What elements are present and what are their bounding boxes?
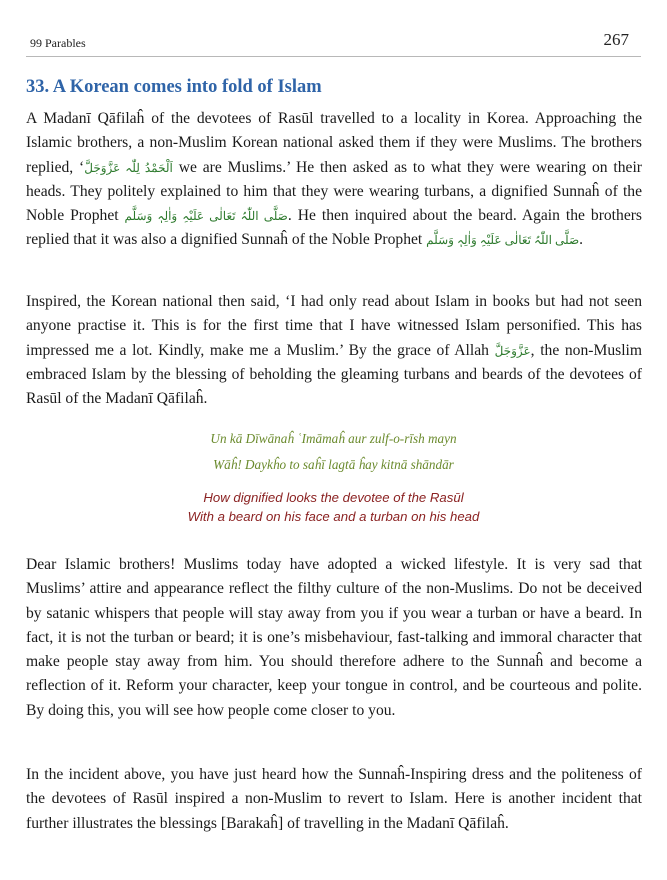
verse-translation-line: With a beard on his face and a turban on his head	[187, 509, 480, 524]
arabic-azza-wa-jal: عَزَّوَجَلَّ	[494, 343, 531, 358]
arabic-salutation: صَلَّی اللّٰہُ تَعَالٰی عَلَیْہِ وَاٰلِہٖ وَسَلَّم	[426, 233, 580, 248]
verse-translation	[0, 488, 667, 526]
verse-line: Wāĥ! Daykĥo to saĥī lagtā ĥay kitnā shāndār	[213, 457, 454, 472]
paragraph-text: .	[579, 231, 584, 249]
header-divider	[26, 56, 641, 57]
paragraph-text: A Madanī Qāfilaĥ of the devotees of Rasūl travelled to a locality in Korea. Approaching the Islamic brothers, a non-Muslim Korean national asked them if they were Muslims. The brothers replied, ‘	[26, 110, 642, 176]
paragraph-text: . He then inquired about the beard. Again the brothers replied that it was also a dignified Sunnaĥ of the Noble Prophet	[26, 207, 642, 249]
paragraph-text: Inspired, the Korean national then said, ‘I had only read about Islam in books but had not seen anyone practise it. This is for the first time that I have witnessed Islam personified. This has impressed me a lot. Kindly, make me a Muslim.’ By the grace of Allah	[26, 293, 642, 359]
book-title: 99 Parables	[30, 36, 86, 50]
paragraph-text: , the non-Muslim embraced Islam by the blessing of beholding the gleaming turbans and beards of the devotees of Rasūl of the Madanī Qāfilaĥ.	[26, 341, 642, 408]
arabic-salutation: صَلَّی اللّٰہُ تَعَالٰی عَلَیْہِ وَاٰلِہٖ وَسَلَّم	[124, 209, 288, 224]
chapter-title: 33. A Korean comes into fold of Islam	[26, 77, 322, 97]
page-number: 267	[603, 30, 629, 49]
paragraph-conversion	[26, 290, 642, 411]
page-header	[26, 30, 641, 56]
paragraph-advice: Dear Islamic brothers! Muslims today have adopted a wicked lifestyle. It is very sad that Muslims’ attire and appearance reflect the filthy culture of the non-Muslims. Do not be deceived by satanic whispers that people will stay away from you if you wear a turban or have a beard. In fact, it is not the turban or beard; it is one’s misbehaviour, fast-talking and immoral character that make people stay away from him. You should therefore adhere to the Sunnaĥ and become a reflection of it. Reform your character, keep your tongue in control, and be courteous and polite. By doing this, you will see how people come closer to you.	[26, 556, 642, 719]
verse-transliteration	[0, 426, 667, 478]
arabic-alhamdulillah: اَلْحَمْدُ لِلّٰہ عَزَّوَجَلَّ	[84, 160, 173, 175]
verse-translation-line: How dignified looks the devotee of the Rasūl	[203, 490, 464, 505]
verse-line: Un kā Dīwānaĥ ʿImāmaĥ aur zulf-o-rīsh mayn	[210, 431, 457, 446]
paragraph-text: we are Muslims.’ He then asked as to what they were wearing on their heads. They politely explained to him that they were wearing turbans, a dignified Sunnaĥ of the Noble Prophet	[26, 158, 642, 225]
paragraph-story	[26, 107, 642, 253]
paragraph-conclusion: In the incident above, you have just heard how the Sunnaĥ-Inspiring dress and the politeness of the devotees of Rasūl inspired a non-Muslim to revert to Islam. Here is another incident that further illustrates the blessings [Barakaĥ] of travelling in the Madanī Qāfilaĥ.	[26, 766, 642, 832]
